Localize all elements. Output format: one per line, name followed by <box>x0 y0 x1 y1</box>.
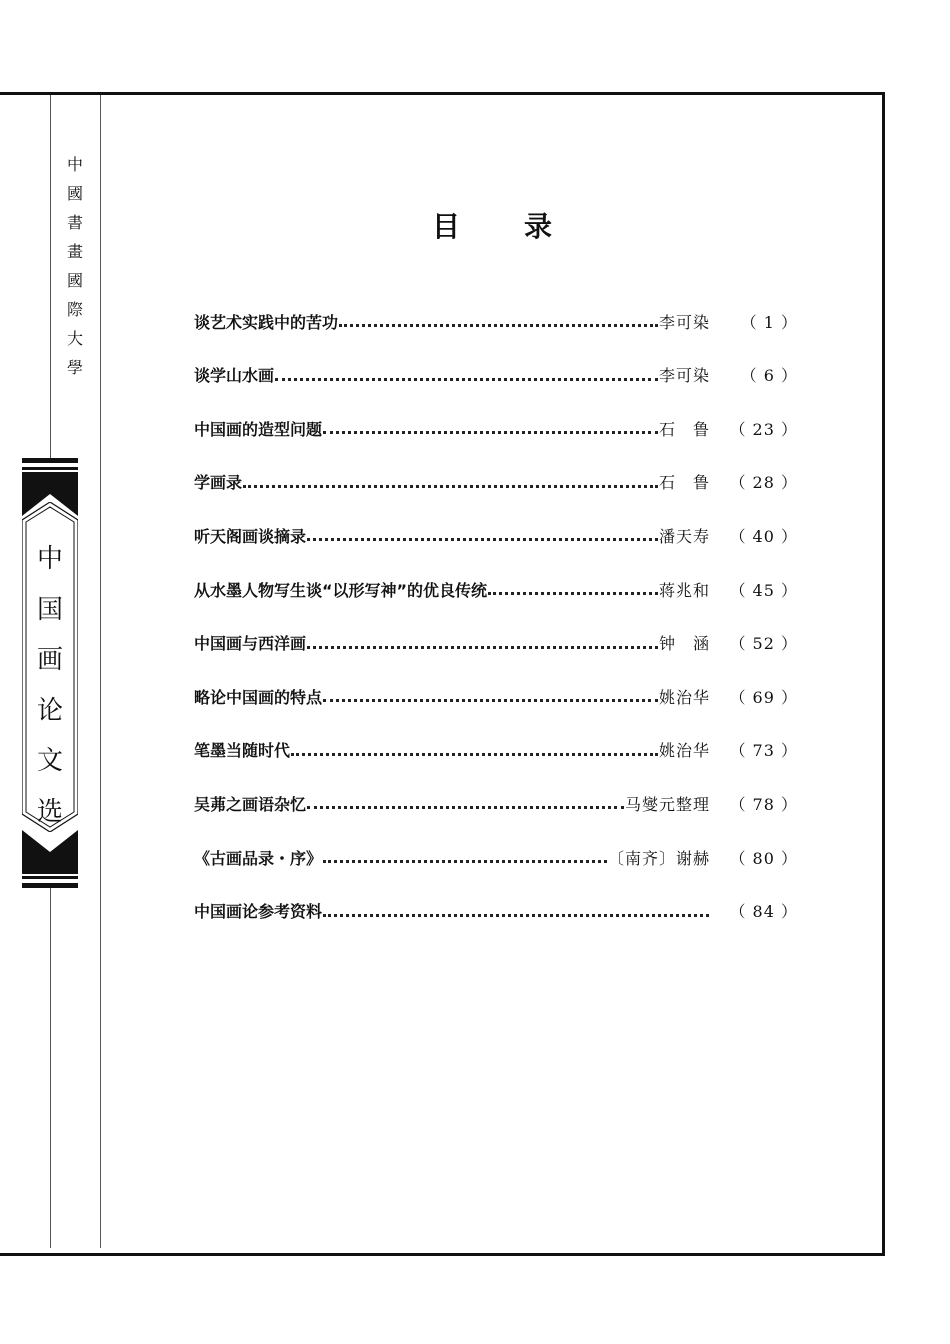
toc-entry-author: 蒋兆和 <box>658 580 710 600</box>
toc-entry-page: （ 52 ） <box>729 634 798 654</box>
spine-book-title <box>22 534 78 837</box>
emblem-bottom-bar <box>22 883 78 888</box>
toc-entry <box>194 681 798 711</box>
toc-dot-leader <box>243 474 658 490</box>
toc-entry-title: 中国画与西洋画 <box>194 634 307 654</box>
toc-entry-author: 潘天寿 <box>658 526 710 546</box>
toc-entry <box>194 628 798 658</box>
toc-entry <box>194 788 798 818</box>
spine-char: 國 <box>66 184 83 203</box>
toc-entry <box>194 520 798 550</box>
toc-entry-page: （ 80 ） <box>729 848 798 868</box>
toc-entry-title: 学画录 <box>194 473 243 493</box>
spine-publisher-title <box>54 150 96 382</box>
spine-emblem <box>22 458 78 888</box>
spine-char: 國 <box>66 271 83 290</box>
toc-entry-author: 钟 涵 <box>658 634 710 654</box>
spine-char: 際 <box>66 300 83 319</box>
toc-entry <box>194 306 798 336</box>
spine-char: 畫 <box>66 242 83 261</box>
toc-entry-page: （ 1 ） <box>740 312 798 332</box>
toc-entry-page: （ 78 ） <box>729 794 798 814</box>
toc-dot-leader <box>339 313 658 329</box>
book-title-char: 画 <box>36 645 63 675</box>
toc-entry-title: 吴茀之画语杂忆 <box>194 794 307 814</box>
toc-entry <box>194 735 798 765</box>
toc-entry-author: 石 鲁 <box>658 473 710 493</box>
toc-entry-page: （ 84 ） <box>729 902 798 922</box>
spine-char: 學 <box>66 358 83 377</box>
emblem-bottom-bar <box>22 876 78 879</box>
toc-entry-page: （ 6 ） <box>740 366 798 386</box>
book-title-char: 论 <box>36 695 63 726</box>
toc-entry-page: （ 23 ） <box>729 419 798 439</box>
toc-entry-title: 中国画论参考资料 <box>194 902 323 922</box>
toc-entry-title: 中国画的造型问题 <box>194 419 323 439</box>
page-frame <box>0 92 885 1256</box>
toc-entry-page: （ 73 ） <box>729 741 798 761</box>
spine-char: 中 <box>66 155 83 174</box>
toc-dot-leader <box>323 903 709 919</box>
toc-entry-author: 姚治华 <box>658 741 710 761</box>
toc-dot-leader <box>323 420 658 436</box>
toc-dot-leader <box>323 688 658 704</box>
book-title-char: 选 <box>36 796 63 827</box>
spine-rule-inner <box>100 95 101 1248</box>
toc-entry-author: 石 鲁 <box>658 419 710 439</box>
toc-entry-title: 谈学山水画 <box>194 366 275 386</box>
book-title-char: 国 <box>36 594 63 625</box>
emblem-bottom-ornament <box>22 828 78 874</box>
toc-entry-title: 谈艺术实践中的苦功 <box>194 312 339 332</box>
toc-dot-leader <box>307 527 658 543</box>
toc-entry-title: 听天阁画谈摘录 <box>194 526 307 546</box>
toc-entry <box>194 413 798 443</box>
toc-dot-leader <box>488 581 658 597</box>
book-title-char: 文 <box>36 746 63 776</box>
toc-entry <box>194 467 798 497</box>
toc-entry <box>194 842 798 872</box>
toc-entry-page: （ 40 ） <box>729 526 798 546</box>
spine-char: 書 <box>66 213 83 232</box>
toc-entry <box>194 360 798 390</box>
toc-entry-author: 李可染 <box>658 312 710 332</box>
toc-entry-author: 马燮元整理 <box>624 794 710 814</box>
toc-entry-title: 从水墨人物写生谈“以形写神”的优良传统 <box>194 580 488 600</box>
toc-dot-leader <box>275 367 658 383</box>
toc-dot-leader <box>307 635 658 651</box>
toc-entry-author: 〔南齐〕谢赫 <box>607 848 710 868</box>
toc-entry-page: （ 28 ） <box>729 473 798 493</box>
toc-entry-author: 李可染 <box>658 366 710 386</box>
toc-entry-author: 姚治华 <box>658 687 710 707</box>
emblem-top-bar <box>22 458 78 463</box>
toc-entry-title: 略论中国画的特点 <box>194 687 323 707</box>
emblem-top-bar <box>22 467 78 470</box>
toc-entry <box>194 574 798 604</box>
page-title: 目录 <box>432 210 617 243</box>
spine-char: 大 <box>66 329 83 348</box>
book-title-char: 中 <box>36 544 63 574</box>
toc-dot-leader <box>307 795 624 811</box>
toc-dot-leader <box>291 742 658 758</box>
toc-entry-page: （ 69 ） <box>729 687 798 707</box>
toc-entry-page: （ 45 ） <box>729 580 798 600</box>
toc-entry-title: 《古画品录・序》 <box>194 848 323 868</box>
toc-entry <box>194 896 798 926</box>
toc-dot-leader <box>323 849 607 865</box>
toc-entry-title: 笔墨当随时代 <box>194 741 291 761</box>
